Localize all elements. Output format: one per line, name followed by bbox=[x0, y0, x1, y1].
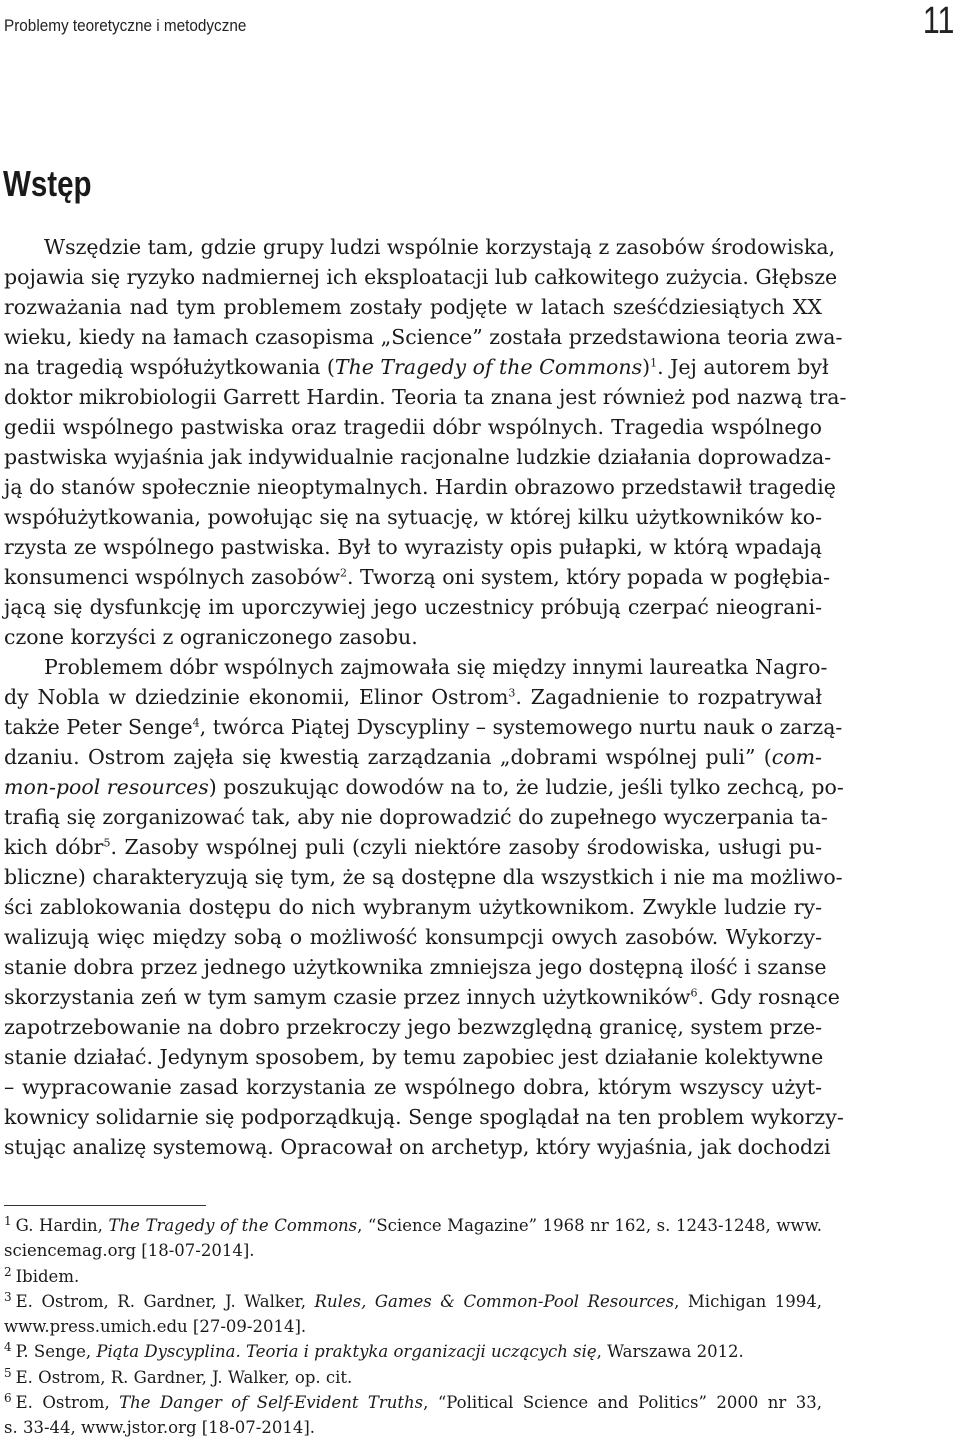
paragraph-line: kownicy solidarnie się podporządkują. Senge spoglądał na ten problem wykorzy- bbox=[4, 1105, 844, 1129]
footnote-continuation: s. 33-44, www.jstor.org [18-07-2014]. bbox=[4, 1418, 316, 1438]
footnote-ref: 5 bbox=[103, 836, 111, 850]
footnote-ref: 3 bbox=[508, 686, 516, 700]
book-title-italic: The Tragedy of the Commons bbox=[334, 355, 643, 379]
paragraph-line: pojawia się ryzyko nadmiernej ich eksploatacji lub całkowitego zużycia. Głębsze bbox=[4, 265, 838, 289]
paragraph-line: bliczne) charakteryzują się tym, że są dostępne dla wszystkich i nie ma możliwo- bbox=[4, 865, 843, 889]
paragraph-line: zapotrzebowanie na dobro przekroczy jego bezwzględną granicę, system prze- bbox=[4, 1015, 823, 1039]
paragraph-line: mon-pool resources) poszukując dowodów na to, że ludzie, jeśli tylko zechcą, po- bbox=[4, 775, 844, 799]
footnote: $^6$ E. Ostrom, The Danger of Self-Evident Truths, “Political Science and Politics” 2000 nr 33, bbox=[4, 1391, 822, 1413]
paragraph-line: współużytkowania, powołując się na sytuację, w której kilku użytkowników ko- bbox=[4, 505, 822, 529]
paragraph-line: rzysta ze wspólnego pastwiska. Był to wyrazisty opis pułapki, w którą wpadają bbox=[4, 535, 822, 559]
paragraph-line: stując analizę systemową. Opracował on archetyp, który wyjaśnia, jak dochodzi bbox=[4, 1135, 831, 1159]
section-title: Wstęp bbox=[3, 163, 92, 204]
body-text bbox=[4, 232, 847, 1162]
footnote: $^5$ E. Ostrom, R. Gardner, J. Walker, op. cit. bbox=[4, 1365, 353, 1387]
paragraph-line: także Peter Senge$^4$, twórca Piątej Dyscypliny – systemowego nurtu nauk o zarzą- bbox=[4, 715, 843, 739]
footnote: $^4$ P. Senge, Piąta Dyscyplina. Teoria i praktyka organizacji uczących się, Warszawa 2012. bbox=[4, 1340, 744, 1362]
paragraph-line: dy Nobla w dziedzinie ekonomii, Elinor Ostrom$^3$. Zagadnienie to rozpatrywał bbox=[4, 685, 822, 709]
footnote-ref: 2 bbox=[340, 566, 347, 580]
paragraph-line: stanie dobra przez jednego użytkownika zmniejsza jego dostępną ilość i szanse bbox=[4, 955, 827, 979]
footnote: $^2$ Ibidem. bbox=[4, 1264, 80, 1286]
paragraph-line: na tragedią współużytkowania (The Tragedy of the Commons)$^1$. Jej autorem był bbox=[4, 355, 829, 379]
paragraph-line: konsumenci wspólnych zasobów$^2$. Tworzą oni system, który popada w pogłębia- bbox=[4, 565, 831, 589]
footnote-ref: 4 bbox=[192, 716, 200, 730]
paragraph-line: jącą się dysfunkcję im uporczywiej jego uczestnicy próbują czerpać nieograni- bbox=[4, 595, 822, 619]
paragraph-line: wieku, kiedy na łamach czasopisma „Science” została przedstawiona teoria zwa- bbox=[4, 325, 843, 349]
paragraph-line: – wypracowanie zasad korzystania ze wspólnego dobra, którym wszyscy użyt- bbox=[4, 1075, 822, 1099]
paragraph-line: Problemem dóbr wspólnych zajmowała się między innymi laureatka Nagro- bbox=[44, 655, 828, 679]
paragraph-line: ści zablokowania dostępu do nich wybranym użytkownikom. Zwykle ludzie ry- bbox=[4, 895, 822, 919]
paragraph-line: gedii wspólnego pastwiska oraz tragedii dóbr wspólnych. Tragedia wspólnego bbox=[4, 415, 822, 439]
paragraph-line: skorzystania zeń w tym samym czasie przez innych użytkowników$^6$. Gdy rosnące bbox=[4, 985, 840, 1009]
paragraph-line: pastwiska wyjaśnia jak indywidualnie racjonalne ludzkie działania doprowadza- bbox=[4, 445, 832, 469]
paragraph-line: Wszędzie tam, gdzie grupy ludzi wspólnie korzystają z zasobów środowiska, bbox=[44, 235, 836, 259]
paragraph-line: trafią się zorganizować tak, aby nie doprowadzić do zupełnego wyczerpania ta- bbox=[4, 805, 828, 829]
paragraph-line: ją do stanów społecznie nieoptymalnych. Hardin obrazowo przedstawił tragedię bbox=[4, 475, 836, 499]
footnotes bbox=[4, 1213, 822, 1441]
running-header: Problemy teoretyczne i metodyczne bbox=[4, 16, 247, 35]
page-number: 11 bbox=[922, 0, 954, 42]
footnote-ref: 6 bbox=[690, 986, 698, 1000]
paragraph-line: stanie działać. Jedynym sposobem, by temu zapobiec jest działanie kolektywne bbox=[4, 1045, 824, 1069]
paragraph-line: walizują więc między sobą o możliwość konsumpcji owych zasobów. Wykorzy- bbox=[4, 925, 822, 949]
footnote-divider bbox=[4, 1205, 206, 1206]
footnote-continuation: sciencemag.org [18-07-2014]. bbox=[4, 1241, 255, 1261]
footnote: $^3$ E. Ostrom, R. Gardner, J. Walker, Rules, Games & Common-Pool Resources, Michigan 1994, bbox=[4, 1289, 822, 1311]
paragraph-line: rozważania nad tym problemem zostały podjęte w latach sześćdziesiątych XX bbox=[4, 295, 822, 319]
paragraph-line: czone korzyści z ograniczonego zasobu. bbox=[4, 625, 418, 649]
footnote-ref: 1 bbox=[650, 356, 658, 370]
footnote-continuation: www.press.umich.edu [27-09-2014]. bbox=[4, 1317, 307, 1337]
paragraph-line: dzaniu. Ostrom zajęła się kwestią zarządzania „dobrami wspólnej puli” (com- bbox=[4, 745, 822, 769]
paragraph-line: kich dóbr$^5$. Zasoby wspólnej puli (czyli niektóre zasoby środowiska, usługi pu- bbox=[4, 835, 822, 859]
footnote: $^1$ G. Hardin, The Tragedy of the Commons, “Science Magazine” 1968 nr 162, s. 1243-1248, www. bbox=[4, 1214, 823, 1235]
paragraph-line: doktor mikrobiologii Garrett Hardin. Teoria ta znana jest również pod nazwą tra- bbox=[4, 385, 847, 409]
